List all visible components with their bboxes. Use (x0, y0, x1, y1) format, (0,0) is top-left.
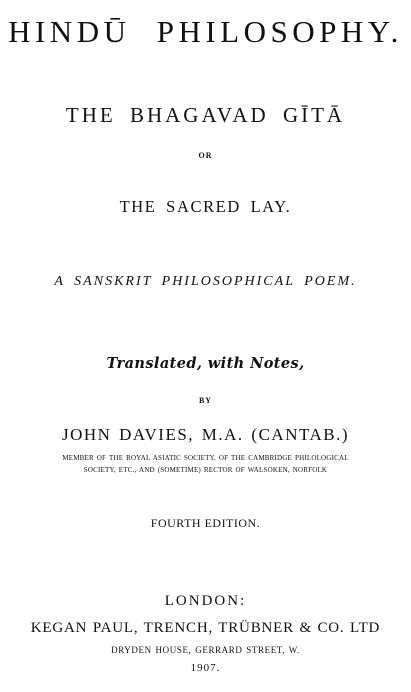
publisher: KEGAN PAUL, TRENCH, TRÜBNER & CO. LTD (30, 620, 381, 636)
series-title: HINDŪ PHILOSOPHY. (8, 14, 403, 49)
edition: FOURTH EDITION. (150, 516, 261, 530)
book-description: A SANSKRIT PHILOSOPHICAL POEM. (54, 274, 357, 289)
author-name: JOHN DAVIES, M.A. (CANTAB.) (61, 425, 350, 444)
translated-line: Translated, with Notes, (106, 355, 305, 372)
book-subtitle: THE SACRED LAY. (119, 197, 292, 216)
publication-place: LONDON: (164, 593, 247, 609)
author-credentials-line1: MEMBER OF THE ROYAL ASIATIC SOCIETY, OF THE CAMBRIDGE PHILOLOGICAL (62, 454, 349, 462)
or-connector: OR (198, 151, 213, 160)
publisher-address: DRYDEN HOUSE, GERRARD STREET, W. (111, 645, 300, 655)
by-label: BY (198, 396, 213, 405)
book-title: THE BHAGAVAD GĪTĀ (65, 103, 346, 127)
publication-year: 1907. (190, 662, 221, 674)
author-credentials-line2: SOCIETY, ETC., AND (SOMETIME) RECTOR OF WALSOKEN, NORFOLK (83, 466, 328, 474)
